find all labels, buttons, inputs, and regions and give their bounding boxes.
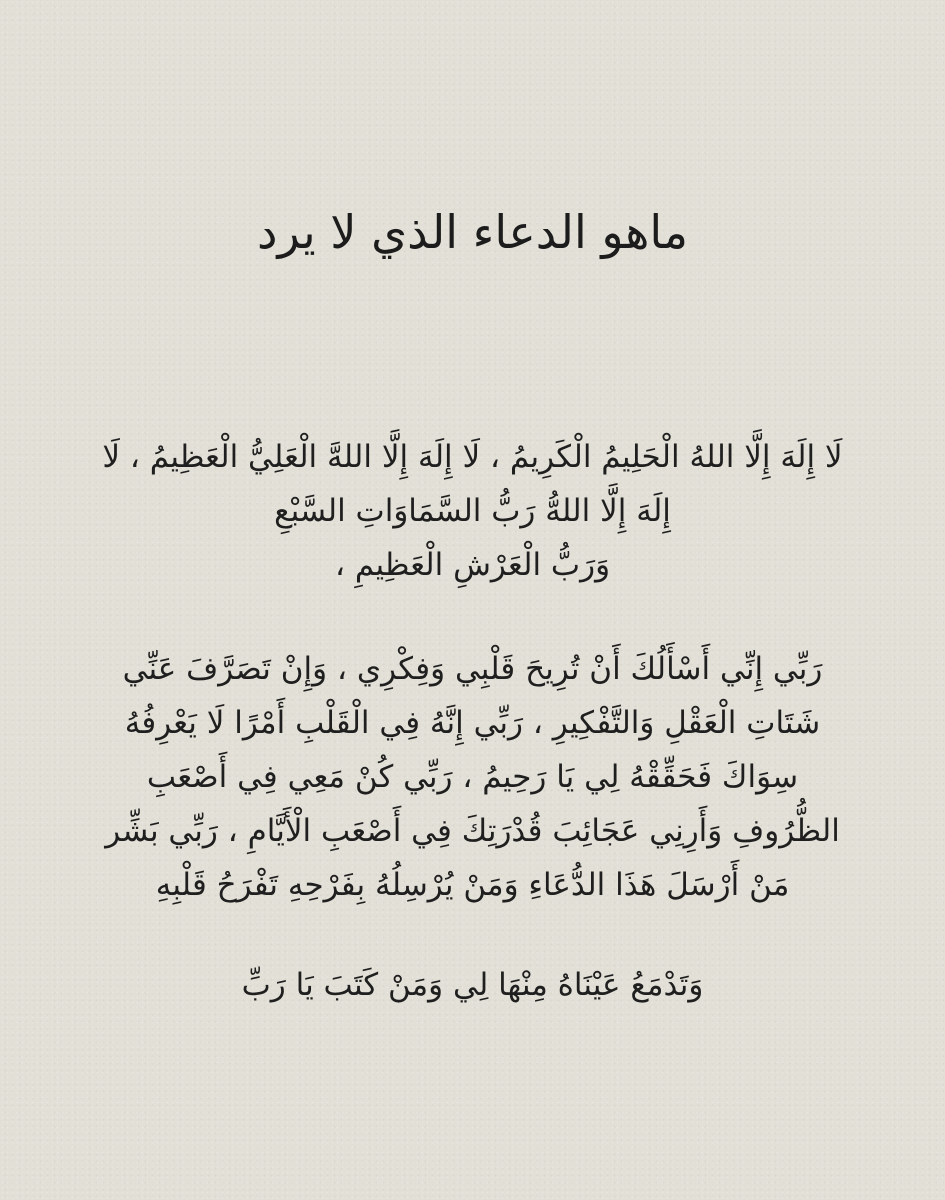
paragraph-line: وَتَدْمَعُ عَيْنَاهُ مِنْهَا لِي وَمَنْ كَتَبَ يَا رَبِّ: [241, 967, 704, 1003]
paragraph-line: سِوَاكَ فَحَقِّقْهُ لِي يَا رَحِيمُ ، رَبِّي كُنْ مَعِي فِي أَصْعَبِ: [146, 759, 799, 795]
paragraph-closing: [95, 958, 850, 1012]
paragraph-line: مَنْ أَرْسَلَ هَذَا الدُّعَاءِ وَمَنْ يُرْسِلُهُ بِفَرْحِهِ تَفْرَحُ قَلْبِهِ: [155, 867, 790, 903]
paragraph-line: وَرَبُّ الْعَرْشِ الْعَظِيمِ ،: [334, 547, 611, 583]
paragraph-supplication: [95, 642, 850, 912]
paragraph-line: شَتَاتِ الْعَقْلِ وَالتَّفْكِيرِ ، رَبِّي إِنَّهُ فِي الْقَلْبِ أَمْرًا لَا يَعْرِفُهُ: [124, 705, 821, 741]
paragraph-line: إِلَهَ إِلَّا اللهُّ رَبُّ السَّمَاوَاتِ السَّبْعِ: [274, 493, 671, 529]
paragraph-line: الظُّرُوفِ وَأَرِنِي عَجَائِبَ قُدْرَتِكَ فِي أَصْعَبِ الْأَيَّامِ ، رَبِّي بَشِّر: [105, 813, 840, 849]
paragraph-line: رَبِّي إِنِّي أَسْأَلُكَ أَنْ تُرِيحَ قَلْبِي وَفِكْرِي ، وَإِنْ تَصَرَّفَ عَنِّي: [122, 651, 823, 687]
paragraph-tahlil: [95, 430, 850, 592]
paragraph-line: لَا إِلَهَ إِلَّا اللهُ الْحَلِيمُ الْكَرِيمُ ، لَا إِلَهَ إِلَّا اللهَّ الْعَلِيُّ الْعَظِيمُ ، لَا: [102, 439, 843, 475]
page-title: ماهو الدعاء الذي لا يرد: [256, 205, 689, 259]
